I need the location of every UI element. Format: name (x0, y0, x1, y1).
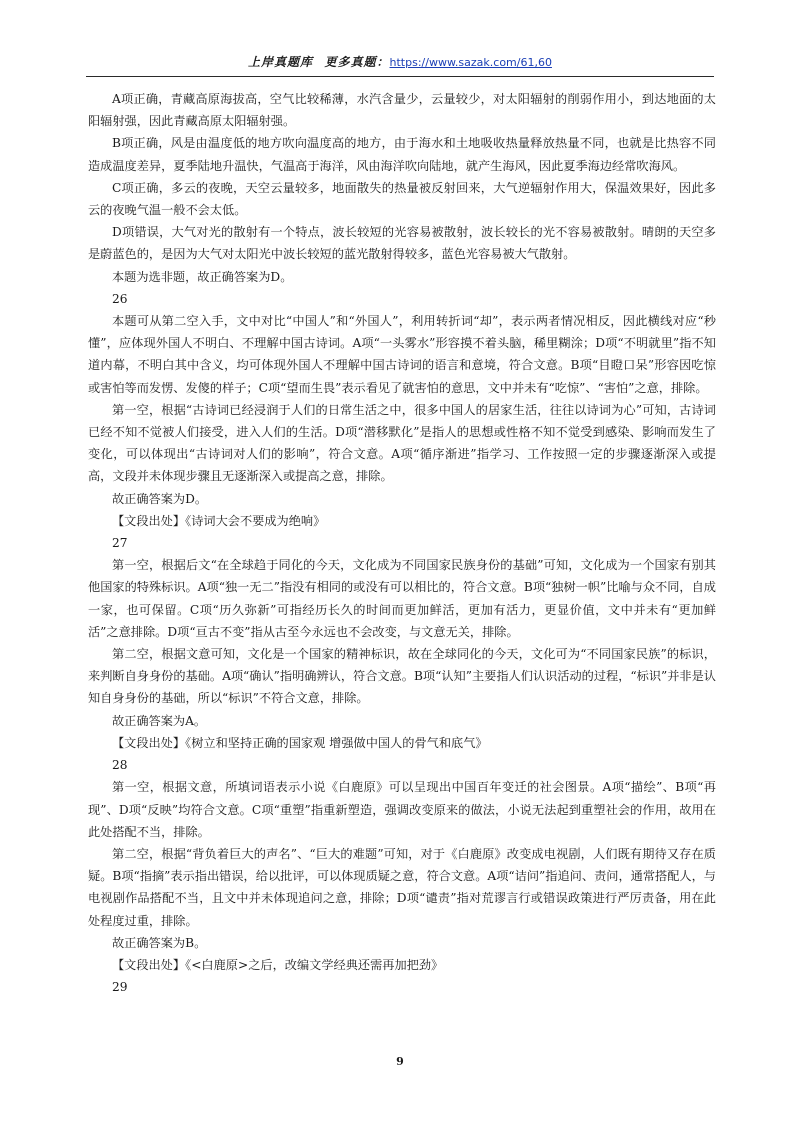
question-number: 28 (112, 758, 128, 773)
header-url-link[interactable]: https://www.sazak.com/61,60 (389, 56, 552, 69)
answer-line: 故正确答案为B。 (112, 935, 207, 950)
paragraph: 本题为选非题，故正确答案为D。 (112, 269, 293, 284)
paragraph: 第二空，根据“背负着巨大的声名”、“巨大的难题”可知，对于《白鹿原》改变成电视剧，人们既有期待又存在质疑。B项“指摘”表示指出错误，给以批评，可以体现质疑之意，符合文意。A项“诘问”指追问、责问，通常搭配人，与电视剧作品搭配不当，且文中并未体现追问之意，排除；D项“谴责”指对荒谬言行或错误政策进行严厉责备，用在此处程度过重，排除。 (88, 846, 716, 928)
question-number: 27 (112, 536, 128, 551)
header-more-label: 更多真题： (324, 55, 390, 69)
page-number: 9 (396, 1055, 404, 1068)
page-header (86, 52, 714, 77)
paragraph: 第二空，根据文意可知，文化是一个国家的精神标识，故在全球同化的今天，文化可为“不同国家民族”的标识，来判断自身身份的基础。A项“确认”指明确辨认，符合文意。B项“认知”主要指人们认识活动的过程，“标识”并非是认知自身身份的基础，所以“标识”不符合文意，排除。 (88, 647, 716, 706)
answer-line: 故正确答案为D。 (112, 491, 208, 506)
paragraph: 第一空，根据后文“在全球趋于同化的今天，文化成为不同国家民族身份的基础”可知，文化成为一个国家有别其他国家的特殊标识。A项“独一无二”指没有相同的或没有可以相比的，符合文意。B项“独树一帜”比喻与众不同，自成一家，也可保留。C项“历久弥新”可指经历长久的时间而更加鲜活，更加有活力，更显价值，文中并未有“更加鲜活”之意排除。D项“亘古不变”指从古至今永远也不会改变，与文意无关，排除。 (88, 558, 716, 639)
paragraph: 本题可从第二空入手，文中对比“中国人”和“外国人”，利用转折词“却”，表示两者情况相反，因此横线对应“秒懂”，应体现外国人不明白、不理解中国古诗词。A项“一头雾水”形容摸不着头脑，稀里糊涂；D项“不明就里”指不知道内幕，不明白其中含义，均可体现外国人不理解中国古诗词的语言和意境，符合文意。B项“目瞪口呆”形容因吃惊或害怕等而发愣、发傻的样子；C项“望而生畏”表示看见了就害怕的意思，文中并未有“吃惊”、“害怕”之意，排除。 (88, 314, 716, 395)
paragraph: A项正确，青藏高原海拔高，空气比较稀薄，水汽含量少，云量较少，对太阳辐射的削弱作用小，到达地面的太阳辐射强，因此青藏高原太阳辐射强。 (88, 92, 716, 129)
paragraph: D项错误，大气对光的散射有一个特点，波长较短的光容易被散射，波长较长的光不容易被散射。晴朗的天空多是蔚蓝色的，是因为大气对太阳光中波长较短的蓝光散射得较多，蓝色光容易被大气散射。 (88, 225, 716, 262)
answer-line: 故正确答案为A。 (112, 713, 207, 728)
source-citation: 【文段出处】《诗词大会不要成为绝响》 (112, 513, 326, 528)
question-number: 29 (112, 980, 128, 995)
source-citation: 【文段出处】《树立和坚持正确的国家观 增强做中国人的骨气和底气》 (112, 735, 488, 750)
question-number: 26 (112, 291, 128, 306)
paragraph: 第一空，根据“古诗词已经浸润于人们的日常生活之中，很多中国人的居家生活，往往以诗词为心”可知，古诗词已经不知不觉被人们接受，进入人们的生活。D项“潜移默化”是指人的思想或性格不知不觉受到感染、影响而发生了变化，可以体现出“古诗词对人们的影响”，符合文意。A项“循序渐进”指学习、工作按照一定的步骤逐渐深入或提高，文段并未体现步骤且无逐渐深入或提高之意，排除。 (88, 402, 716, 484)
document-body (88, 88, 716, 998)
header-brand: 上岸真题库 (248, 55, 314, 69)
source-citation: 【文段出处】《<白鹿原>之后，改编文学经典还需再加把劲》 (112, 957, 444, 972)
paragraph: C项正确，多云的夜晚，天空云量较多，地面散失的热量被反射回来，大气逆辐射作用大，保温效果好，因此多云的夜晚气温一般不会太低。 (88, 180, 716, 218)
paragraph: 第一空，根据文意，所填词语表示小说《白鹿原》可以呈现出中国百年变迁的社会图景。A项“描绘”、B项“再现”、D项“反映”均符合文意。C项“重塑”指重新塑造，强调改变原来的做法，小说无法起到重塑社会的作用，故用在此处搭配不当，排除。 (88, 780, 716, 839)
paragraph: B项正确，风是由温度低的地方吹向温度高的地方，由于海水和土地吸收热量释放热量不同，也就是比热容不同造成温度差异，夏季陆地升温快，气温高于海洋，风由海洋吹向陆地，就产生海风，因此夏季海边经常吹海风。 (88, 136, 716, 173)
